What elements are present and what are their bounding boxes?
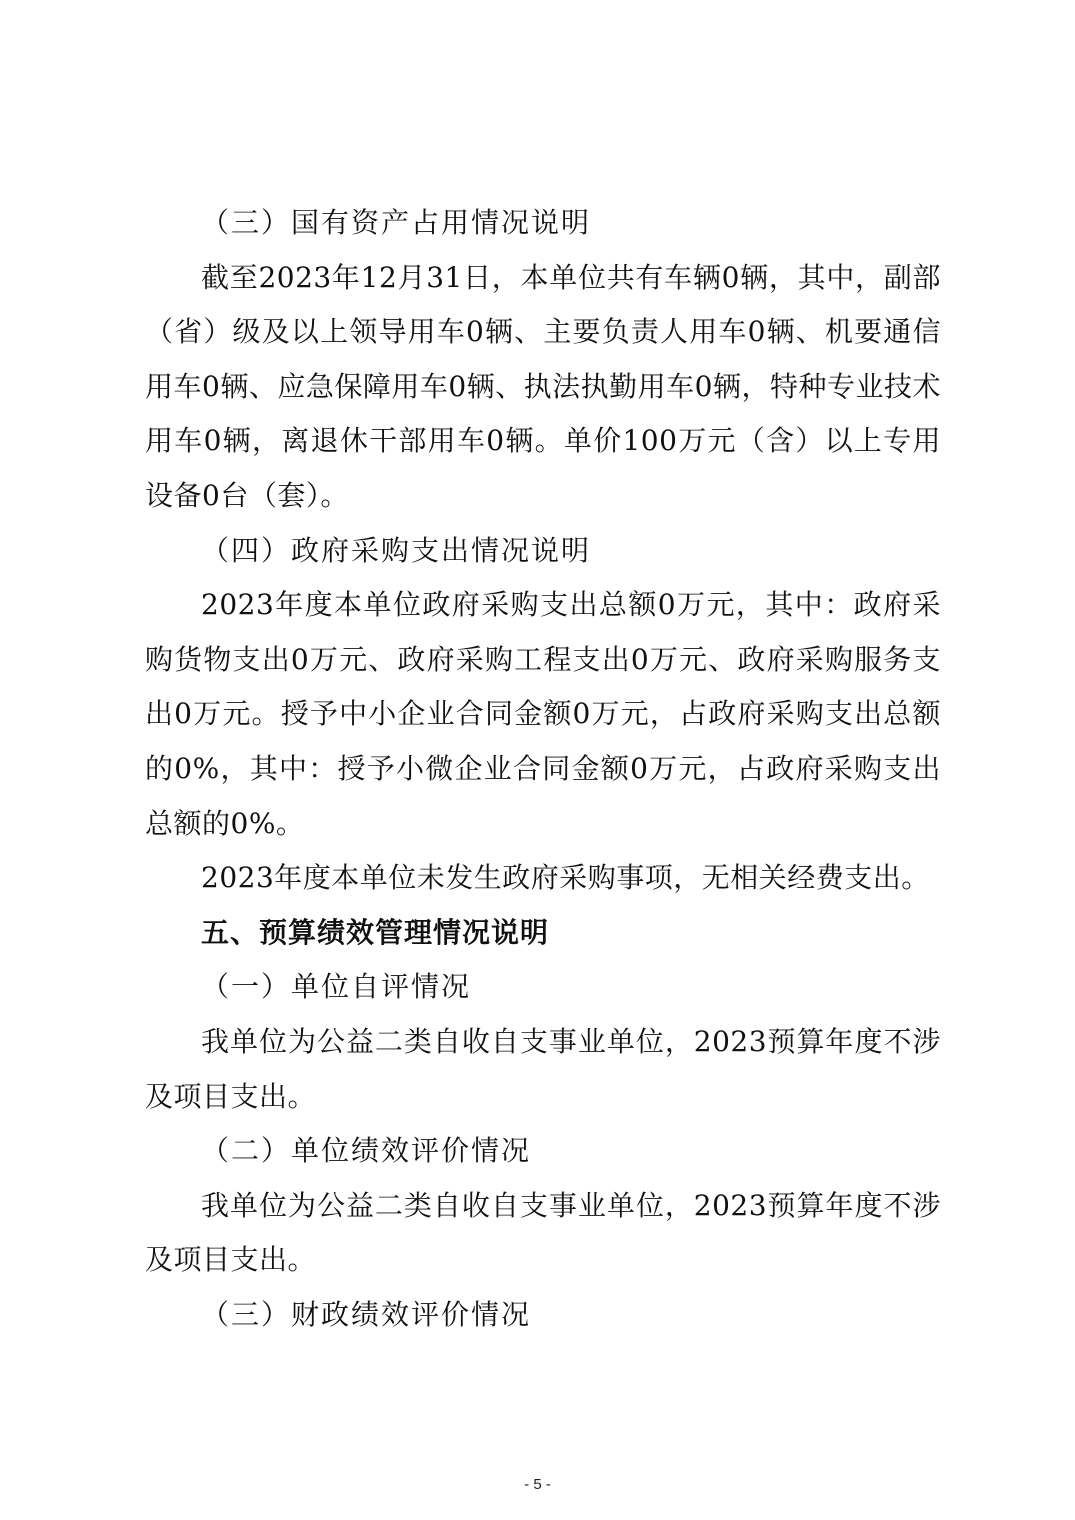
page-number: - 5 - [524, 1476, 551, 1493]
section-heading-fiscal-evaluation: （三）财政绩效评价情况 [201, 1297, 532, 1331]
paragraph-procurement-none: 2023年度本单位未发生政府采购事项，无相关经费支出。 [201, 861, 930, 895]
part-heading-performance: 五、预算绩效管理情况说明 [201, 915, 550, 949]
paragraph-vehicles: 截至2023年12月31日，本单位共有车辆0辆，其中，副部（省）级及以上领导用车0辆、主要负责人用车0辆、机要通信用车0辆、应急保障用车0辆、执法执勤用车0辆，特种专业技术用车0辆，离退休干部用车0辆。单价100万元（含）以上专用设备0台（套）。 [145, 260, 941, 512]
paragraph-procurement-total: 2023年度本单位政府采购支出总额0万元，其中：政府采购货物支出0万元、政府采购工程支出0万元、政府采购服务支出0万元。授予中小企业合同金额0万元，占政府采购支出总额的0%，其中：授予小微企业合同金额0万元，占政府采购支出总额的0%。 [145, 588, 941, 840]
section-heading-self-evaluation: （一）单位自评情况 [201, 970, 472, 1004]
section-heading-state-assets: （三）国有资产占用情况说明 [201, 206, 592, 239]
section-heading-unit-evaluation: （二）单位绩效评价情况 [201, 1134, 532, 1168]
document-body [145, 196, 941, 1342]
paragraph-unit-evaluation: 我单位为公益二类自收自支事业单位，2023预算年度不涉及项目支出。 [145, 1188, 941, 1277]
paragraph-self-evaluation: 我单位为公益二类自收自支事业单位，2023预算年度不涉及项目支出。 [145, 1024, 941, 1113]
section-heading-procurement: （四）政府采购支出情况说明 [201, 533, 592, 567]
